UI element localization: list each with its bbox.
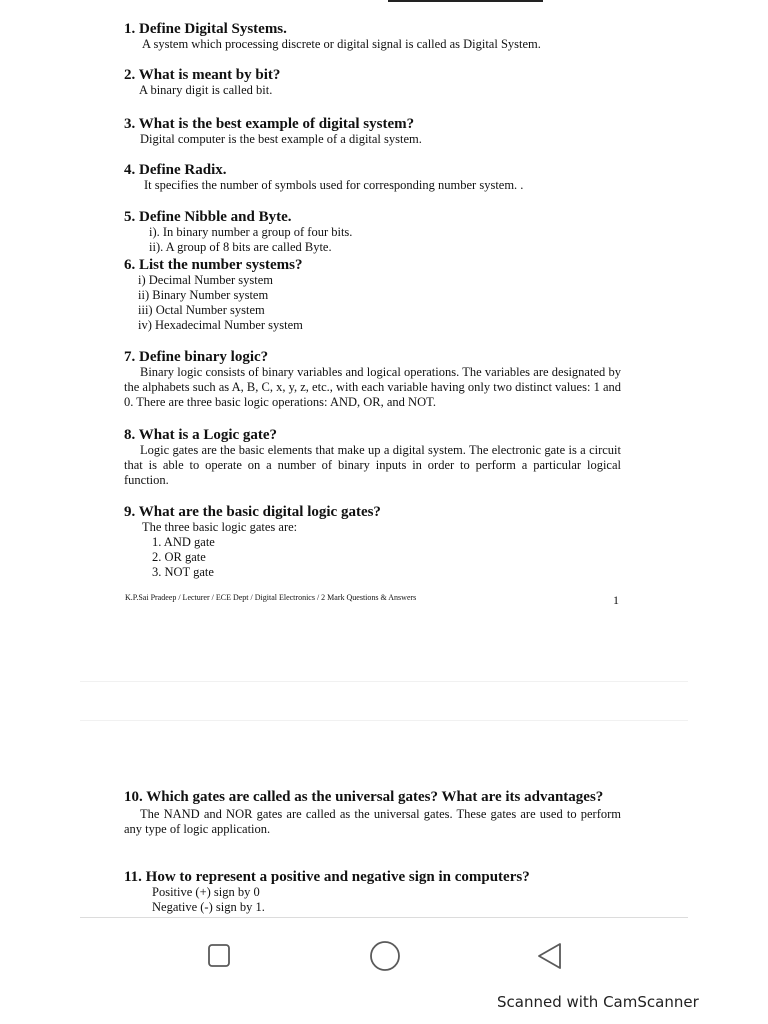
question-11 — [124, 869, 624, 915]
question-5 — [124, 209, 624, 255]
list-item: 2. OR gate — [152, 550, 206, 564]
question-8 — [124, 427, 621, 488]
question-title: 1. Define Digital Systems. — [124, 21, 287, 37]
answer: Logic gates are the basic elements that make up a digital system. The electronic gate is a circuit that is able to operate on a number of binary inputs in order to perform a particular logical function. — [124, 443, 621, 487]
question-2 — [124, 67, 624, 98]
question-6 — [124, 257, 624, 333]
question-9 — [124, 504, 624, 580]
answer: Digital computer is the best example of a digital system. — [140, 132, 422, 146]
question-title: 4. Define Radix. — [124, 162, 227, 178]
question-1 — [124, 21, 624, 52]
question-title: 11. How to represent a positive and negative sign in computers? — [124, 869, 530, 885]
question-title: 9. What are the basic digital logic gates? — [124, 504, 381, 520]
question-title: 10. Which gates are called as the universal gates? What are its advantages? — [124, 789, 604, 805]
list-item: ii). A group of 8 bits are called Byte. — [149, 240, 332, 254]
question-title: 3. What is the best example of digital system? — [124, 116, 415, 132]
answer-intro: The three basic logic gates are: — [142, 520, 298, 534]
navbar-divider — [80, 917, 688, 918]
question-title: 6. List the number systems? — [124, 257, 303, 273]
list-item: 3. NOT gate — [152, 565, 214, 579]
answer: It specifies the number of symbols used for corresponding number system. . — [144, 178, 524, 192]
answer: Binary logic consists of binary variables and logical operations. The variables are designated by the alphabets such as A, B, C, x, y, z, etc., with each variable having only two distinct values: 1 and 0. There are three basic logic operations: AND, OR, and NOT. — [124, 365, 621, 409]
list-item: iv) Hexadecimal Number system — [138, 318, 303, 332]
question-10 — [124, 789, 621, 837]
answer: A system which processing discrete or digital signal is called as Digital System. — [142, 37, 541, 51]
page-number: 1 — [613, 593, 619, 607]
question-title: 7. Define binary logic? — [124, 349, 269, 365]
square-icon[interactable] — [203, 940, 235, 972]
question-title: 5. Define Nibble and Byte. — [124, 209, 292, 225]
page-footer: K.P.Sai Pradeep / Lecturer / ECE Dept / Digital Electronics / 2 Mark Questions & Answers — [125, 593, 417, 602]
answer: The NAND and NOR gates are called as the universal gates. These gates are used to perform any type of logic application. — [124, 807, 621, 836]
question-7 — [124, 349, 621, 410]
list-item: i) Decimal Number system — [138, 273, 274, 287]
circle-icon[interactable] — [369, 940, 401, 972]
list-item: i). In binary number a group of four bits. — [149, 225, 353, 239]
list-item: iii) Octal Number system — [138, 303, 265, 317]
question-title: 8. What is a Logic gate? — [124, 427, 278, 443]
list-item: Positive (+) sign by 0 — [152, 885, 260, 899]
triangle-back-icon[interactable] — [535, 940, 567, 972]
list-item: 1. AND gate — [152, 535, 215, 549]
camscanner-watermark: Scanned with CamScanner — [497, 993, 699, 1011]
question-3 — [124, 116, 624, 147]
question-4 — [124, 162, 624, 193]
top-rule — [388, 0, 543, 2]
list-item: ii) Binary Number system — [138, 288, 269, 302]
page-break-line — [80, 681, 688, 682]
question-title: 2. What is meant by bit? — [124, 67, 281, 83]
page-break-line — [80, 720, 688, 721]
answer: A binary digit is called bit. — [139, 83, 273, 97]
list-item: Negative (-) sign by 1. — [152, 900, 265, 914]
